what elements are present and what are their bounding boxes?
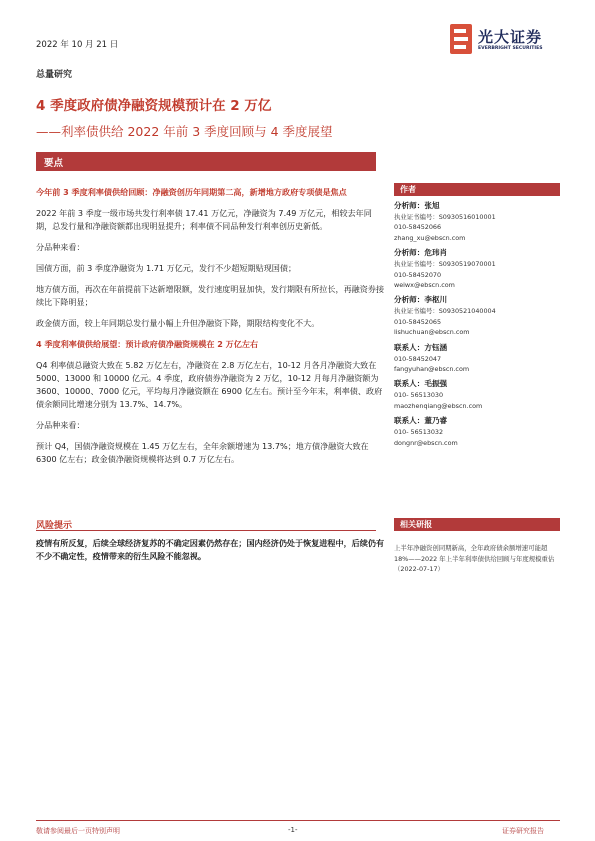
summary-paragraph: Q4 利率债总融资大致在 5.82 万亿左右，净融资在 2.8 万亿左右，10-12 月各月净融资大致在 5000、13000 和 10000 亿元。4 季度，政府债券净融资为 2 万亿，10-12 月每月净融资额为 3600、10000、7000 亿元，平均每月净融资额在 6900 亿左右。预计至今年末，利率债、政府债余额同比增速分别为 13.7%、14.7%。 xyxy=(36,360,383,409)
contact-email[interactable]: dongnr@ebscn.com xyxy=(394,438,458,447)
authors-heading-bar xyxy=(394,183,560,196)
author-entry xyxy=(394,200,560,243)
contact-phone: 010- 56513030 xyxy=(394,391,444,400)
related-heading: 相关研报 xyxy=(400,520,432,529)
related-heading-bar xyxy=(394,518,560,531)
author-name: 分析师：李枢川 xyxy=(394,295,448,305)
contact-name: 联系人：毛振强 xyxy=(394,379,448,389)
summary-heading: 要点 xyxy=(44,158,64,169)
contact-email[interactable]: maozhenqiang@ebscn.com xyxy=(394,401,483,410)
contact-name: 联系人：方钰涵 xyxy=(394,342,448,352)
author-detail: 010-58452066 xyxy=(394,223,442,232)
logo-cn-text: 光大证券 xyxy=(478,28,543,46)
report-category: 总量研究 xyxy=(36,70,73,80)
related-report-link[interactable]: 上半年净融资创同期新高，全年政府债余额增速可能超 18%——2022 年上半年利率债供给回顾与年度规模重估（2022-07-17） xyxy=(394,544,555,574)
contact-email[interactable]: fangyuhan@ebscn.com xyxy=(394,365,470,374)
author-detail: 010-58452070 xyxy=(394,270,442,279)
report-date: 2022 年 10 月 21 日 xyxy=(36,40,119,50)
summary-paragraph: 政金债方面，较上年同期总发行量小幅上升但净融资下降，期限结构变化不大。 xyxy=(36,318,320,328)
page-number: -1- xyxy=(288,826,298,834)
summary-paragraph: 分品种来看： xyxy=(36,242,85,252)
contact-phone: 010- 56513032 xyxy=(394,428,444,437)
risk-text: 疫情有所反复，后续全球经济复苏的不确定因素仍然存在；国内经济仍处于恢复进程中，后续仍有不少不确定性，疫情带来的衍生风险不能忽视。 xyxy=(36,538,385,561)
author-entry xyxy=(394,247,560,290)
author-name: 分析师：张旭 xyxy=(394,201,440,210)
summary-paragraph: 国债方面，前 3 季度净融资为 1.71 万亿元，发行不少超短期贴现国债； xyxy=(36,263,297,273)
author-detail: 010-58452065 xyxy=(394,317,442,326)
summary-paragraph: 2022 年前 3 季度一级市场共发行利率债 17.41 万亿元，净融资为 7.49 万亿元，相较去年同期，总发行量和净融资额都出现明显提升；利率债不同品种发行利率创历史新低。 xyxy=(36,208,372,231)
summary-body xyxy=(36,186,386,474)
author-list xyxy=(394,200,560,452)
contact-phone: 010-58452047 xyxy=(394,354,442,363)
summary-paragraph: 预计 Q4，国债净融资规模在 1.45 万亿左右，全年余额增速为 13.7%；地方债净融资大致在 6300 亿左右；政金债净融资规模将达到 0.7 万亿左右。 xyxy=(36,441,369,464)
summary-paragraph: 分品种来看： xyxy=(36,420,85,430)
author-detail: 执业证书编号：S0930521040004 xyxy=(394,307,496,316)
footer-divider xyxy=(36,820,560,821)
company-logo xyxy=(450,24,565,68)
author-detail: 执业证书编号：S0930516010001 xyxy=(394,213,496,221)
everbright-logo-icon xyxy=(450,24,472,54)
author-email[interactable]: lishuchuan@ebscn.com xyxy=(394,328,470,337)
contact-entry xyxy=(394,342,560,375)
author-detail: 执业证书编号：S0930519070001 xyxy=(394,260,496,269)
summary-highlight-2: 4 季度利率债供给展望：预计政府债净融资规模在 2 万亿左右 xyxy=(36,339,259,349)
risk-heading: 风险提示 xyxy=(36,521,73,531)
contact-entry xyxy=(394,415,560,448)
author-entry xyxy=(394,294,560,337)
footer-report-type: 证券研究报告 xyxy=(502,827,544,835)
report-subtitle: ——利率债供给 2022 年前 3 季度回顾与 4 季度展望 xyxy=(36,124,333,139)
summary-heading-bar xyxy=(36,152,376,171)
report-title: 4 季度政府债净融资规模预计在 2 万亿 xyxy=(36,98,272,114)
summary-highlight-1: 今年前 3 季度利率债供给回顾：净融资创历年同期第二高，新增地方政府专项债是焦点 xyxy=(36,187,347,197)
author-name: 分析师：危玮肖 xyxy=(394,248,448,258)
footer-disclaimer: 敬请参阅最后一页特别声明 xyxy=(36,827,120,835)
author-email[interactable]: zhang_xu@ebscn.com xyxy=(394,233,466,242)
authors-heading: 作者 xyxy=(400,185,416,194)
risk-divider xyxy=(36,530,376,531)
author-email[interactable]: weiwx@ebscn.com xyxy=(394,281,455,290)
summary-paragraph: 地方债方面，再次在年前提前下达新增限额，发行速度明显加快，发行期限有所拉长，再融资券接续比下降明显； xyxy=(36,284,385,307)
contact-entry xyxy=(394,378,560,411)
logo-en-text: EVERBRIGHT SECURITIES xyxy=(478,46,543,51)
contact-name: 联系人：董乃睿 xyxy=(394,416,448,426)
